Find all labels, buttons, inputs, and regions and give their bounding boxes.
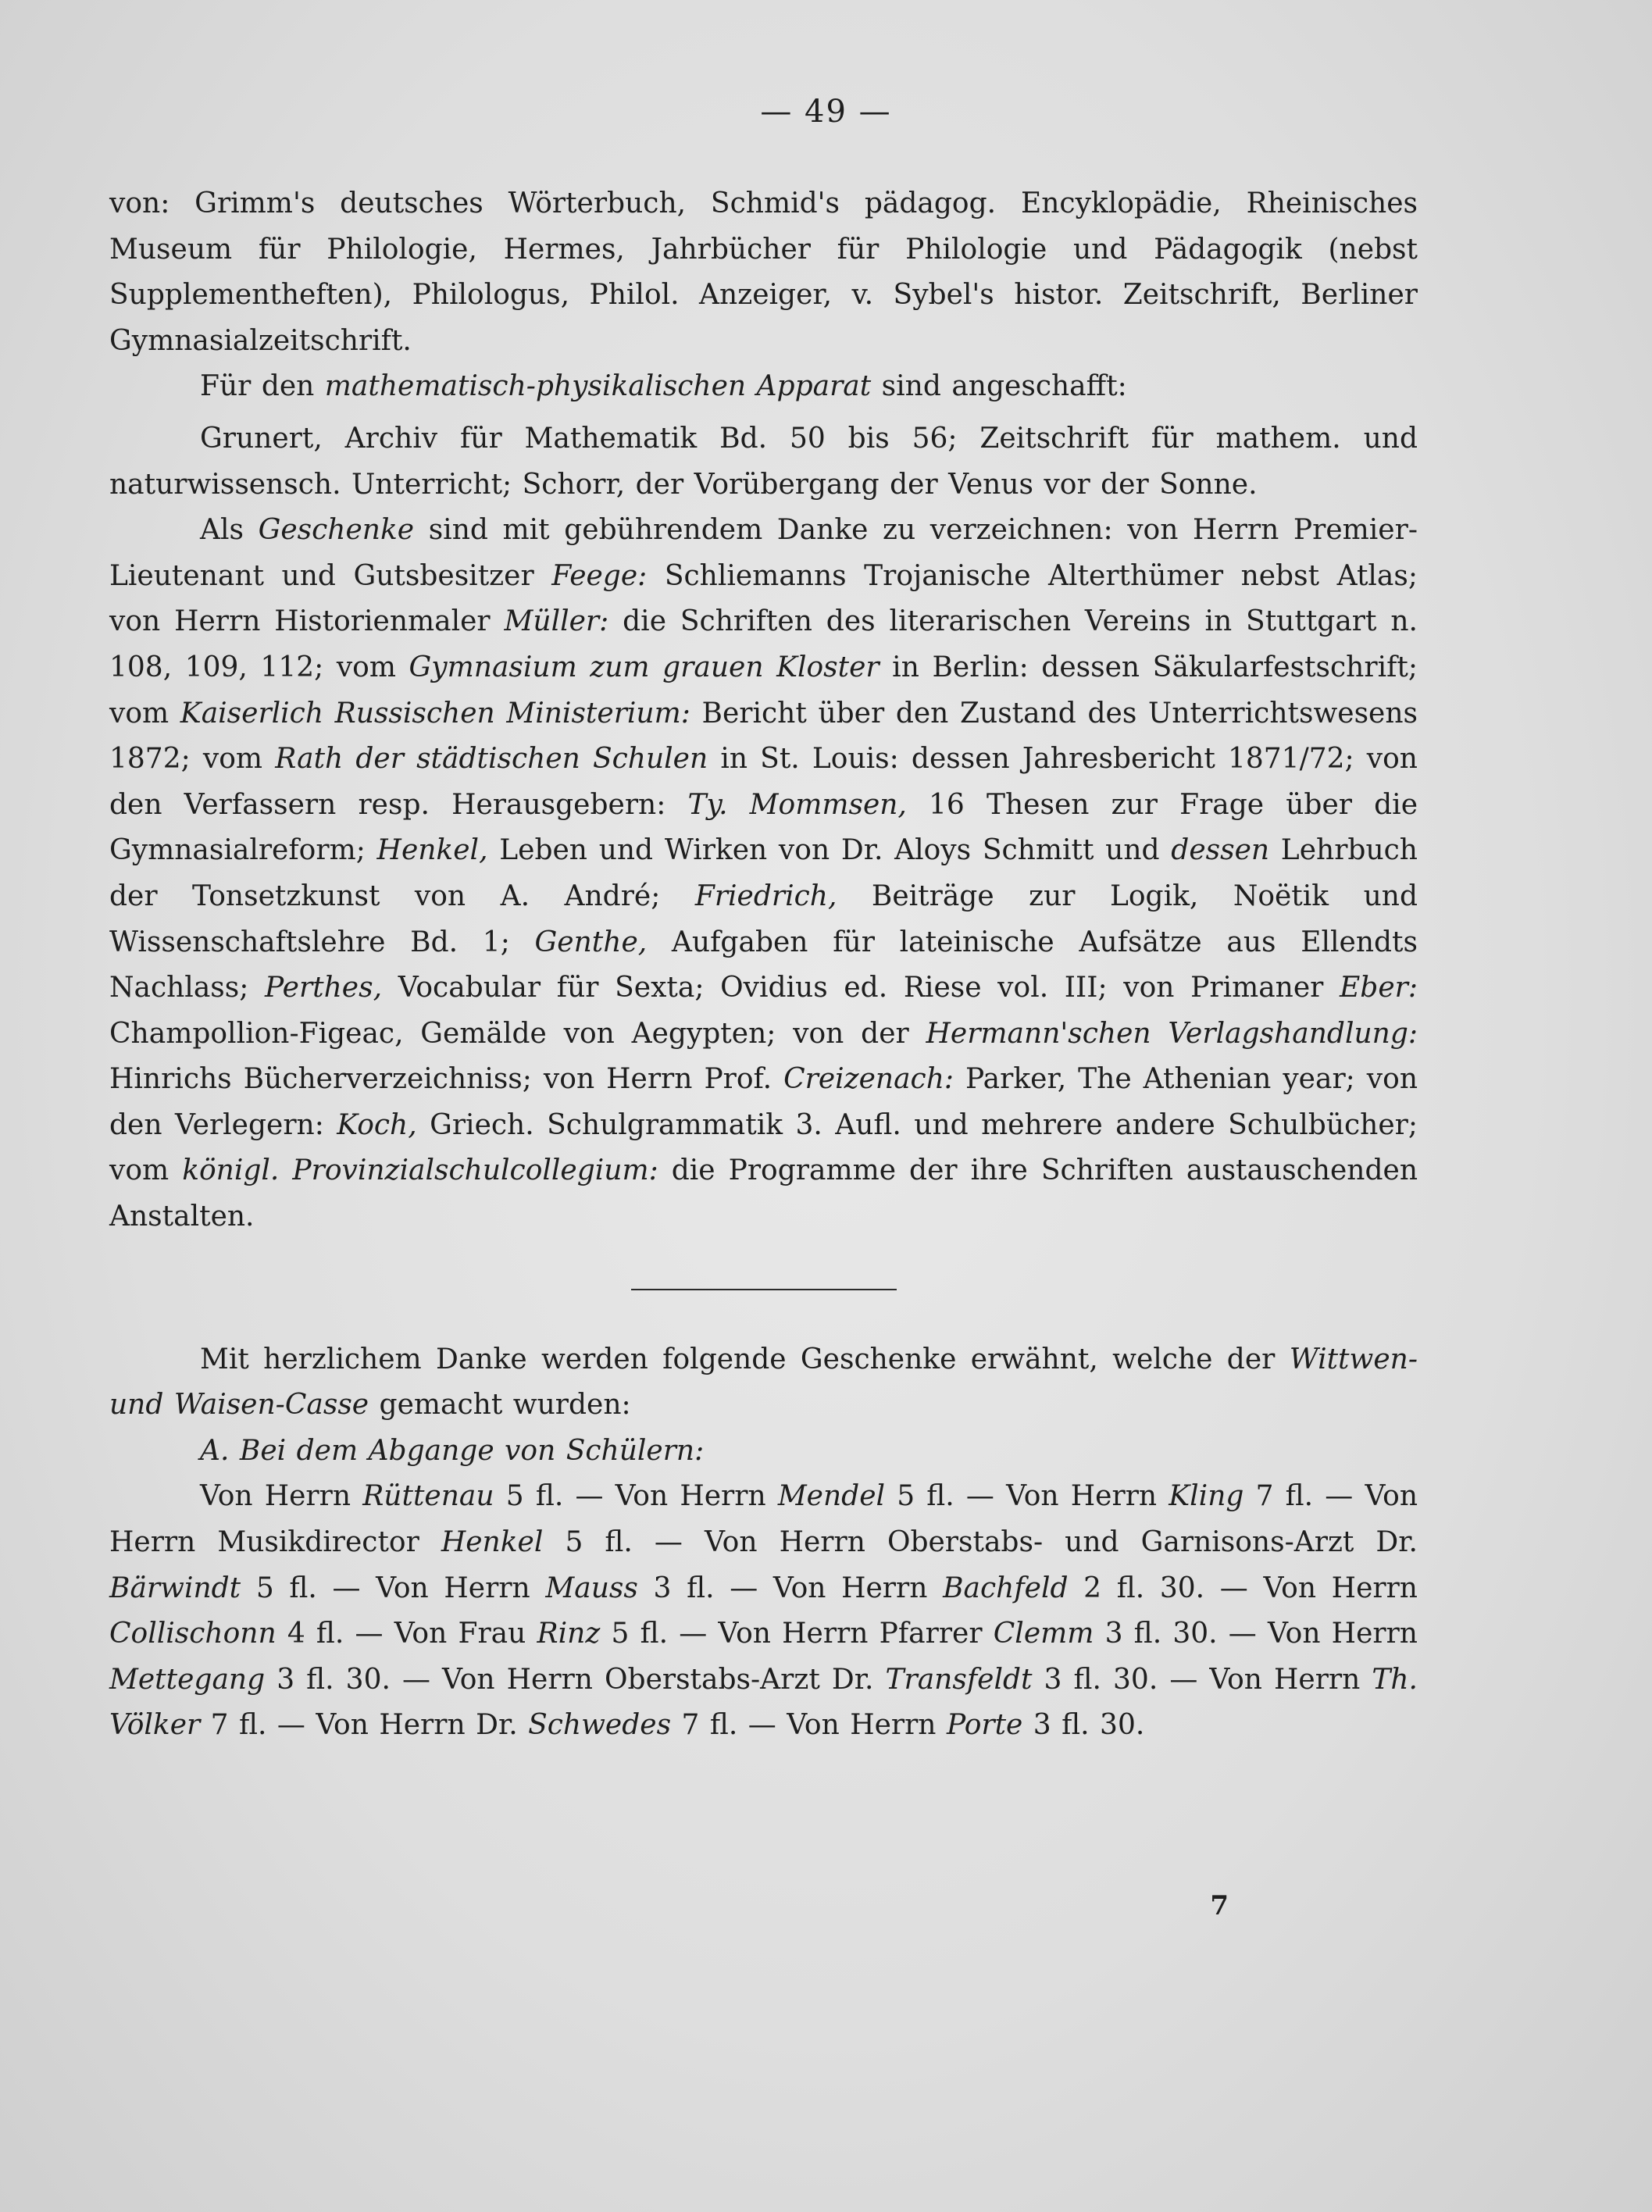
italic-text: Gymnasium zum grauen Kloster — [409, 651, 880, 683]
text: 2 fl. 30. — Von Herrn — [1068, 1572, 1418, 1604]
italic-text: Mauss — [545, 1572, 638, 1604]
text: 5 fl. — Von Herrn Pfarrer — [600, 1618, 994, 1650]
text: Mit herzlichem Danke werden folgende Geschenke erwähnt, welche der — [200, 1343, 1290, 1375]
italic-text: Schwedes — [528, 1709, 672, 1742]
text: 3 fl. — Von Herrn — [637, 1572, 944, 1604]
italic-text: Henkel — [441, 1526, 544, 1559]
italic-text: Koch, — [337, 1108, 417, 1141]
subheading-departures — [109, 1429, 1418, 1475]
paragraph-apparatus-intro — [109, 364, 1418, 410]
text: 4 fl. — Von Frau — [276, 1618, 537, 1650]
text: 3 fl. 30. — Von Herrn — [1094, 1618, 1418, 1650]
text: die Programme der ihre Schriften austauschenden Anstalten. — [109, 1154, 1418, 1233]
text: 3 fl. 30. — Von Herrn — [1032, 1663, 1372, 1696]
italic-text: Porte — [946, 1709, 1023, 1742]
italic-text: Collischonn — [109, 1618, 277, 1650]
text: Bericht über den Zustand des Unterrichtswesens 1872; vom — [109, 697, 1418, 776]
italic-text: Mettegang — [109, 1663, 266, 1696]
text: 7 fl. — Von Herrn Dr. — [200, 1709, 529, 1742]
italic-text: Rüttenau — [362, 1480, 494, 1513]
text: Leben und Wirken von Dr. Aloys Schmitt und — [487, 834, 1172, 867]
italic-text: Kaiserlich Russischen Ministerium: — [180, 697, 690, 730]
italic-text: Th. Völker — [109, 1663, 1418, 1742]
text: 5 fl. — Von Herrn — [241, 1572, 546, 1604]
text: Beiträge zur Logik, Noëtik und Wissenschaftslehre Bd. 1; — [109, 879, 1418, 958]
text: Griech. Schulgrammatik 3. Aufl. und mehrere andere Schulbücher; vom — [109, 1108, 1418, 1187]
italic-text: mathematisch-physikalischen Apparat — [324, 370, 872, 403]
italic-text: Rath der städtischen Schulen — [275, 743, 708, 776]
text: Schliemanns Trojanische Alterthümer nebst Atlas; von Herrn Historienmaler — [109, 559, 1418, 638]
italic-text: Eber: — [1340, 972, 1418, 1004]
text: 3 fl. 30. — [1022, 1709, 1145, 1742]
section-divider — [631, 1289, 897, 1290]
paragraph-donations — [109, 1474, 1418, 1749]
italic-text: dessen — [1171, 834, 1270, 867]
italic-text: Bachfeld — [943, 1572, 1069, 1604]
text: Von Herrn — [200, 1480, 363, 1513]
italic-text: Friedrich, — [694, 879, 837, 912]
italic-text: Mendel — [777, 1480, 886, 1513]
text: 16 Thesen zur Frage über die Gymnasialreform; — [109, 788, 1418, 867]
text: Lehrbuch der Tonsetzkunst von A. André; — [109, 834, 1418, 912]
paragraph-widows-fund — [109, 1337, 1418, 1429]
italic-text: Bärwindt — [109, 1572, 241, 1604]
italic-text: Creizenach: — [783, 1063, 954, 1096]
italic-text: Henkel, — [376, 834, 488, 867]
italic-text: Clemm — [993, 1618, 1094, 1650]
signature-mark: 7 — [1210, 1890, 1229, 1921]
text: Champollion-Figeac, Gemälde von Aegypten; von der — [109, 1017, 926, 1050]
italic-text: Hermann'schen Verlagshandlung: — [926, 1017, 1418, 1050]
italic-text: Müller: — [504, 605, 609, 638]
paragraph-gifts — [109, 508, 1418, 1240]
italic-text: Ty. Mommsen, — [687, 788, 907, 821]
italic-text: Rinz — [537, 1618, 601, 1650]
page-number: — 49 — — [760, 94, 892, 130]
text: 7 fl. — Von Herrn Musikdirector — [109, 1480, 1418, 1559]
text: 5 fl. — Von Herrn — [885, 1480, 1169, 1513]
text: Vocabular für Sexta; Ovidius ed. Riese vol. III; von Primaner — [382, 972, 1340, 1004]
italic-text: A. Bei dem Abgange von Schülern: — [200, 1434, 705, 1467]
italic-text: Genthe, — [534, 926, 648, 958]
text: Als — [200, 514, 259, 547]
italic-text: Feege: — [551, 559, 648, 592]
italic-text: Kling — [1169, 1480, 1244, 1513]
italic-text: königl. Provinzialschulcollegium: — [182, 1154, 658, 1187]
text: 3 fl. 30. — Von Herrn Oberstabs-Arzt Dr. — [265, 1663, 886, 1696]
italic-text: Perthes, — [265, 972, 383, 1004]
paragraph-periodicals: von: Grimm's deutsches Wörterbuch, Schmid's pädagog. Encyklopädie, Rheinisches Museum für Philologie, Hermes, Jahrbücher für Philologie und Pädagogik (nebst Supplementheften), Philologus, Philol. Anzeiger, v. Sybel's histor. Zeitschrift, Berliner Gymnasialzeitschrift. — [109, 187, 1418, 357]
paragraph-apparatus-list: Grunert, Archiv für Mathematik Bd. 50 bis 56; Zeitschrift für mathem. und naturwissensch. Unterricht; Schorr, der Vorübergang der Venus vor der Sonne. — [109, 422, 1418, 501]
text: die Schriften des literarischen Vereins in Stuttgart n. 108, 109, 112; vom — [109, 605, 1418, 683]
page-body — [109, 181, 1418, 1749]
text: Für den — [200, 370, 325, 403]
text: 5 fl. — Von Herrn Oberstabs- und Garnisons-Arzt Dr. — [543, 1526, 1418, 1559]
text: Aufgaben für lateinische Aufsätze aus Ellendts Nachlass; — [109, 926, 1418, 1004]
text: sind angeschafft: — [871, 370, 1127, 403]
text: in Berlin: dessen Säkularfestschrift; vom — [109, 651, 1418, 730]
text: in St. Louis: dessen Jahresbericht 1871/72; von den Verfassern resp. Herausgebern: — [109, 743, 1418, 821]
italic-text: Wittwen- und Waisen-Casse — [109, 1343, 1418, 1422]
italic-text: Transfeldt — [885, 1663, 1033, 1696]
text: Parker, The Athenian year; von den Verlegern: — [109, 1063, 1418, 1141]
text: gemacht wurden: — [369, 1389, 631, 1422]
text: sind mit gebührendem Danke zu verzeichnen: von Herrn Premier-Lieutenant und Gutsbesitzer — [109, 514, 1418, 592]
text: Hinrichs Bücherverzeichniss; von Herrn Prof. — [109, 1063, 784, 1096]
text: 7 fl. — Von Herrn — [671, 1709, 947, 1742]
italic-text: Geschenke — [258, 514, 415, 547]
text: 5 fl. — Von Herrn — [494, 1480, 778, 1513]
